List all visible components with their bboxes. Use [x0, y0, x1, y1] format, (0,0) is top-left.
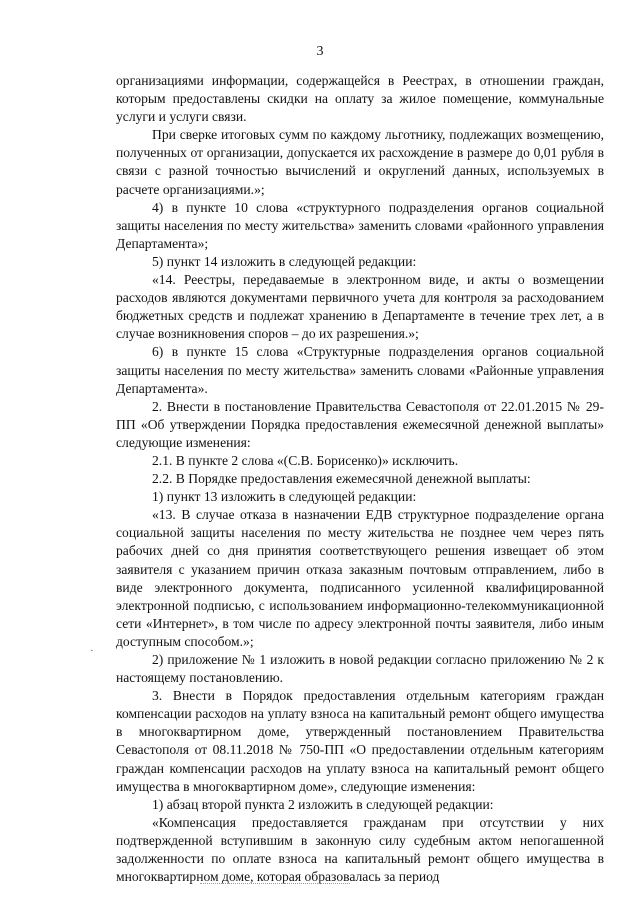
bottom-scan-mark	[200, 883, 350, 884]
paragraph: организациями информации, содержащейся в Реестрах, в отношении граждан, которым предоставлены скидки на оплату за жилое помещение, коммунальные услуги и услуги связи.	[116, 73, 604, 125]
paragraph: «13. В случае отказа в назначении ЕДВ структурное подразделение органа социальной защиты населения по месту жительства не позднее чем через пять рабочих дней со дня принятия соответствующего решения извещает об этом заявителя с указанием причин отказа заказным почтовым отправлением, либо в виде электронного документа, подписанного усиленной квалифицированной электронной подписью, с использованием информационно-телекоммуникационной сети «Интернет», в том числе по адресу электронной почты заявителя, либо иным доступным способом.»;	[116, 507, 604, 649]
paragraph: 2) приложение № 1 изложить в новой редакции согласно приложению № 2 к настоящему постановлению.	[116, 652, 604, 686]
paragraph: «14. Реестры, передаваемые в электронном виде, и акты о возмещении расходов являются документами первичного учета для контроля за расходованием бюджетных средств и подлежат хранению в Департаменте в течение трех лет, а в случае возникновения споров – до их разрешения.»;	[116, 272, 604, 342]
document-body	[116, 72, 604, 886]
paragraph: «Компенсация предоставляется гражданам при отсутствии у них подтвержденной вступившим в законную силу судебным актом непогашенной задолженности по оплате взноса на капитальный ремонт общего имущества в многоквартирном доме, которая образовалась за период	[116, 814, 604, 885]
paragraph: 2.1. В пункте 2 слова «(С.В. Борисенко)» исключить.	[152, 452, 459, 468]
paragraph: 2. Внести в постановление Правительства Севастополя от 22.01.2015 № 29-ПП «Об утверждении Порядка предоставления ежемесячной денежной выплаты» следующие изменения:	[116, 398, 604, 450]
margin-mark: ·	[90, 645, 94, 657]
page-number: 3	[316, 44, 324, 59]
paragraph: 2.2. В Порядке предоставления ежемесячной денежной выплаты:	[152, 471, 531, 487]
paragraph: 1) абзац второй пункта 2 изложить в следующей редакции:	[152, 796, 494, 812]
paragraph: 1) пункт 13 изложить в следующей редакции:	[152, 489, 417, 505]
paragraph: 3. Внести в Порядок предоставления отдельным категориям граждан компенсации расходов на уплату взноса на капитальный ремонт общего имущества в многоквартирном доме, утвержденный постановлением Правительства Севастополя от 08.11.2018 № 750-ПП «О предоставлении отдельным категориям граждан компенсации расходов на уплату взноса на капитальный ремонт общего имущества в многоквартирном доме», следующие изменения:	[116, 688, 604, 794]
paragraph: 6) в пункте 15 слова «Структурные подразделения органов социальной защиты населения по месту жительства» заменить словами «Районные управления Департамента».	[116, 344, 604, 396]
paragraph: При сверке итоговых сумм по каждому льготнику, подлежащих возмещению, полученных от организации, допускается их расхождение в размере до 0,01 рубля в связи с разной точностью вычислений и округлений данных, используемых в расчете организациями.»;	[116, 127, 604, 197]
paragraph: 4) в пункте 10 слова «структурного подразделения органов социальной защиты населения по месту жительства» заменить словами «районного управления Департамента»;	[116, 199, 604, 251]
paragraph: 5) пункт 14 изложить в следующей редакции:	[152, 253, 417, 269]
